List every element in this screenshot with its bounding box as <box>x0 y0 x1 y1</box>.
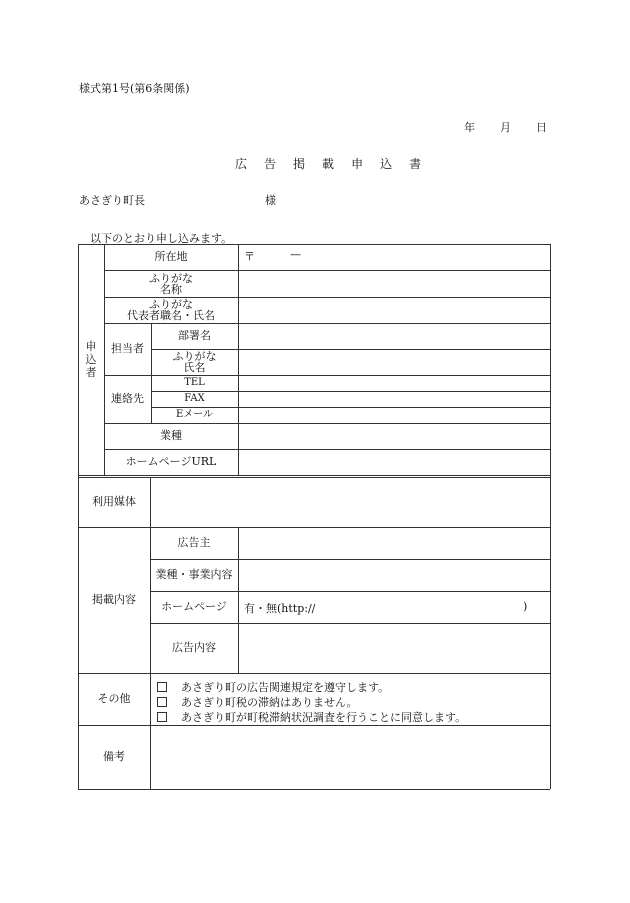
checkbox-icon[interactable] <box>157 712 167 722</box>
contact-label: 連絡先 <box>111 392 144 405</box>
group-label-char: 者 <box>85 366 97 379</box>
homepage-url-field[interactable] <box>240 451 548 473</box>
tel-field[interactable] <box>240 377 548 389</box>
document-title <box>235 155 421 172</box>
contact-person-label: 担当者 <box>111 342 144 355</box>
email-field[interactable] <box>240 409 548 421</box>
email-label: Eメール <box>175 409 214 420</box>
checkbox-icon[interactable] <box>157 682 167 692</box>
person-name-field[interactable] <box>240 351 548 373</box>
business-label: 業種・事業内容 <box>155 568 233 581</box>
media-label: 利用媒体 <box>92 495 136 508</box>
applicant-group-label <box>78 244 104 475</box>
representative-label <box>104 297 238 323</box>
advertiser-label: 広告主 <box>177 536 211 549</box>
agreement-checkbox-1[interactable] <box>157 679 389 695</box>
date-year: 年 <box>464 121 475 134</box>
remarks-label: 備考 <box>103 750 125 763</box>
title-char: 掲 <box>293 157 306 171</box>
intro-text: 以下のとおり申し込みます。 <box>90 232 233 245</box>
postal-dash: — <box>290 248 301 261</box>
address-field[interactable] <box>240 258 548 269</box>
other-label: その他 <box>97 692 131 705</box>
agreement-text: あさぎり町税の滞納はありません。 <box>181 696 358 709</box>
person-furigana-label: ふりがな <box>172 350 217 363</box>
group-label-char: 込 <box>85 353 97 366</box>
name-label <box>104 270 238 297</box>
agreement-checkbox-3[interactable] <box>157 709 466 725</box>
media-field[interactable] <box>152 479 548 525</box>
agreement-text: あさぎり町が町税滞納状況調査を行うことに同意します。 <box>181 711 467 724</box>
department-label: 部署名 <box>178 329 211 342</box>
fax-label: FAX <box>184 393 205 404</box>
agreement-text: あさぎり町の広告関連規定を遵守します。 <box>181 681 390 694</box>
name-field[interactable] <box>240 272 548 295</box>
postal-mark: 〒 <box>244 250 255 263</box>
addressee: あさぎり町長 <box>79 194 145 207</box>
representative-field[interactable] <box>240 299 548 321</box>
title-char: 告 <box>264 157 277 171</box>
date-month: 月 <box>500 121 511 134</box>
title-char: 込 <box>380 157 393 171</box>
agreement-checkbox-2[interactable] <box>157 694 358 710</box>
ad-content-field[interactable] <box>240 625 548 671</box>
rep-label-text: 代表者職名・氏名 <box>127 309 215 322</box>
checkbox-icon[interactable] <box>157 697 167 707</box>
group-label-char: 申 <box>85 340 97 353</box>
industry-field[interactable] <box>240 425 548 447</box>
homepage-value[interactable]: 有・無(http:// <box>244 602 316 615</box>
title-char: 申 <box>351 157 364 171</box>
person-name-text: 氏名 <box>183 361 206 374</box>
form-number: 様式第1号(第6条関係) <box>79 82 190 95</box>
name-furigana-label: ふりがな <box>149 271 193 285</box>
tel-label: TEL <box>184 377 205 388</box>
title-char: 載 <box>322 157 335 171</box>
fax-field[interactable] <box>240 393 548 405</box>
date-day: 日 <box>536 121 547 134</box>
homepage-label: ホームページ <box>161 600 227 613</box>
department-field[interactable] <box>240 325 548 347</box>
content-label: 掲載内容 <box>92 593 136 606</box>
name-label-text: 名称 <box>160 282 182 296</box>
ad-content-label: 広告内容 <box>172 641 216 654</box>
title-char: 広 <box>235 157 248 171</box>
homepage-close-paren: ) <box>523 600 528 613</box>
person-name-label <box>151 349 238 375</box>
advertiser-field[interactable] <box>240 529 548 557</box>
rep-furigana-label: ふりがな <box>149 298 193 311</box>
title-char: 書 <box>409 157 422 171</box>
address-label: 所在地 <box>154 250 188 263</box>
industry-label: 業種 <box>160 429 182 442</box>
remarks-field[interactable] <box>152 727 548 787</box>
business-field[interactable] <box>240 561 548 589</box>
homepage-url-label: ホームページURL <box>125 455 217 468</box>
honorific: 様 <box>265 194 276 207</box>
